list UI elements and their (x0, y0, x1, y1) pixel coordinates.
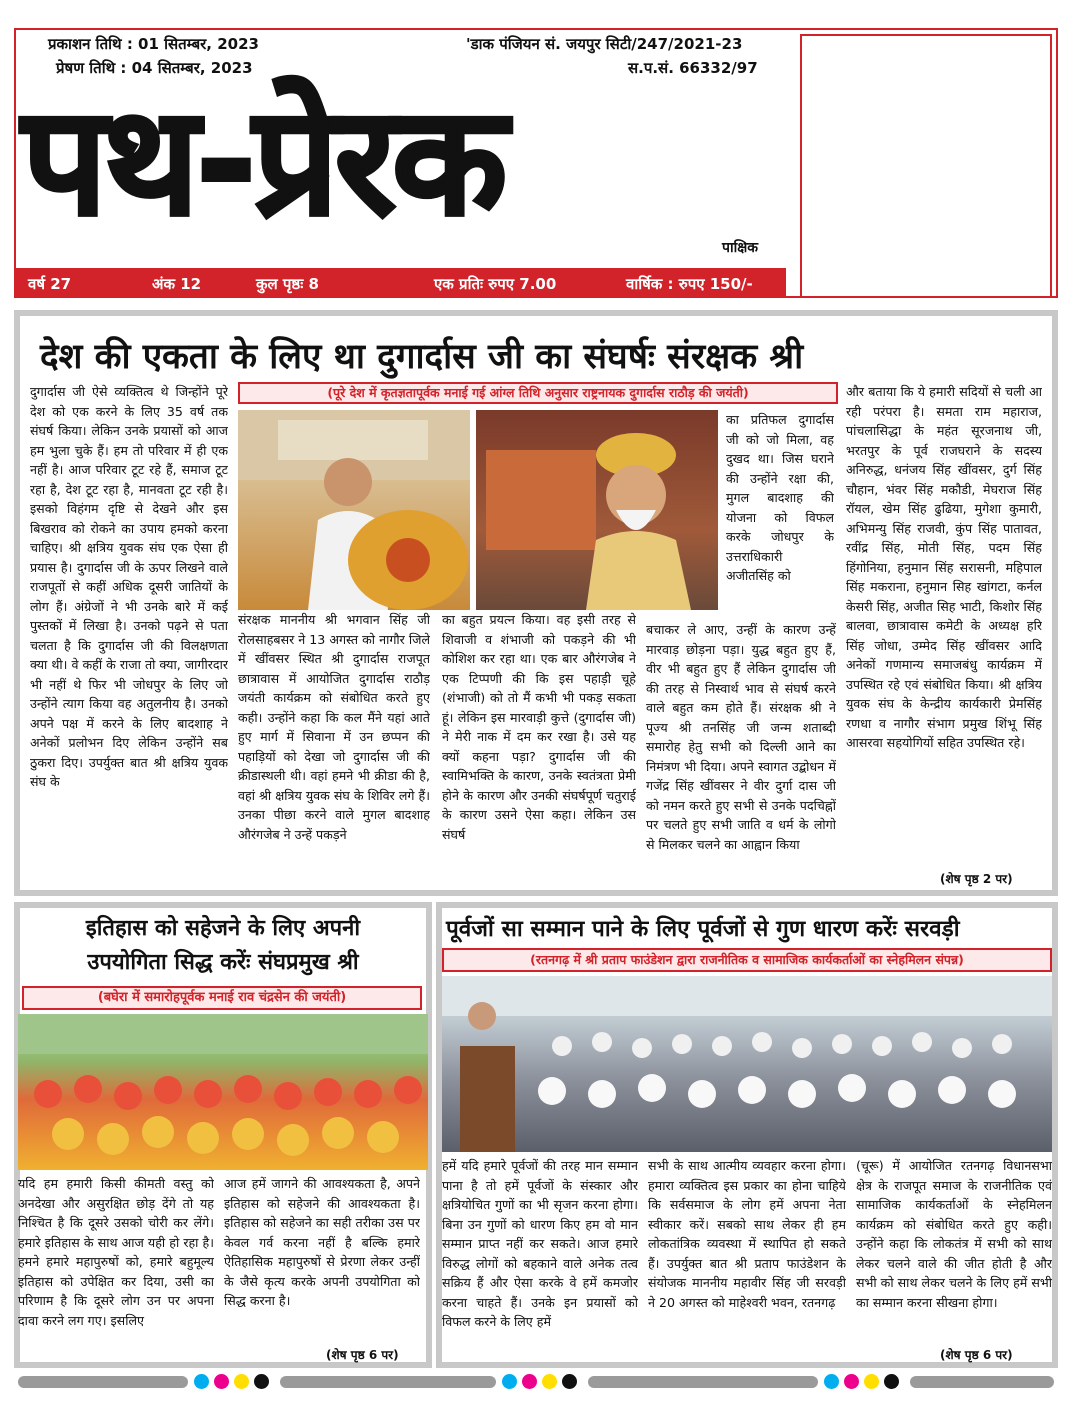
story2-photo-gathering (18, 1014, 428, 1170)
gathering-photo-illustration (18, 1014, 428, 1170)
speaker-photo-illustration (238, 410, 470, 610)
story2-subhead: (बघेरा में समारोहपूर्वक मनाई राव चंद्रसेन की जयंती) (22, 986, 422, 1010)
story3-column-3: (चूरू) में आयोजित रतनगढ़ विधानसभा क्षेत्र के राजपूत समाज के राजनीतिक एवं सामाजिक कार्यकर्ताओं के स्नेहमिलन कार्यक्रम को संबोधित करते हुए कही। उन्होंने कहा कि लोकतंत्र में सभी को साथ लेकर चलने वाले की जीत होती है और सभी को साथ लेकर चलने के लिए हमें सभी का सम्मान करना सीखना होगा। (856, 1158, 1052, 1310)
yellow-dot (542, 1374, 557, 1389)
price-label: एक प्रतिः रुपए 7.00 (434, 275, 557, 293)
black-dot (562, 1374, 577, 1389)
story1-subhead: (पूरे देश में कृतज्ञतापूर्वक मनाई गई आंग्ल तिथि अनुसार राष्ट्रनायक दुगार्दास राठौड़ की जयंती) (238, 382, 838, 404)
issue-info-bar (14, 268, 786, 298)
magenta-dot (844, 1374, 859, 1389)
story3-continued: (शेष पृष्ठ 6 पर) (940, 1348, 1013, 1362)
story3-column-2: सभी के साथ आत्मीय व्यवहार करना होगा। हमारा व्यक्तित्व इस प्रकार का होना चाहिये कि सर्वसमाज के लोग हमें अपना नेता स्वीकार करें। सबको साथ लेकर ही हम लोकतांत्रिक व्यवस्था में स्थापित हो सकते हैं। उपर्युक्त बात श्री प्रताप फाउंडेशन के संयोजक माननीय महावीर सिंह जी सरवड़ी ने 20 अगस्त को माहेश्वरी भवन, रतनगढ़ (648, 1158, 846, 1310)
pages-label: कुल पृष्ठः 8 (256, 275, 319, 293)
color-registration-dots (824, 1374, 899, 1389)
print-strip-bar (280, 1376, 496, 1388)
year-label: वर्ष 27 (28, 275, 72, 293)
story1-column-1: दुगार्दास जी ऐसे व्यक्तित्व थे जिन्होंने पूरे देश को एक करने के लिए 35 वर्ष तक संघर्ष किया। लेकिन उनके प्रयासों को आज हम भुला चुके हैं। हम तो परिवार में ही एक नहीं है। आज परिवार टूट रहे हैं, समाज टूट रहा है, देश टूट रहा है, मानवता टूट रही है। इसको विहंगम दृष्टि से देखने और इस बिखराव को रोकने का उपाय हमको करना चाहिए। श्री क्षत्रिय युवक संघ एक ऐसा ही प्रयास है। दुगार्दास जी के ऊपर लिखने वाले राजपूतों से कहीं अधिक दूसरी जातियों के लोग हैं। अंग्रेजों ने भी उनके बारे में कई पुस्तकों में लिखा है। उनको पढ़ने से पता चलता है कि दुगार्दास जी की विलक्षणता क्या थी। वे कहीं के राजा तो क्या, जागीरदार भी नहीं थे फिर भी जोधपुर के लिए जो उन्होंने त्याग किया वह अतुलनीय है। उनको अपने पक्ष में करने के लिए बादशाह ने अनेकों प्रलोभन दिए लेकिन उन्होंने सब ठुकरा दिए। उपर्युक्त बात श्री क्षत्रिय युवक संघ के (30, 384, 228, 789)
yellow-dot (864, 1374, 879, 1389)
elder-speaker-photo-illustration (476, 410, 718, 610)
story1-photo-speaker (238, 410, 470, 610)
color-registration-dots (194, 1374, 269, 1389)
magenta-dot (522, 1374, 537, 1389)
yellow-dot (234, 1374, 249, 1389)
issue-label: अंक 12 (152, 275, 202, 293)
story3-headline: पूर्वजों सा सम्मान पाने के लिए पूर्वजों से गुण धारण करेंः सरवड़ी (446, 916, 960, 942)
story3-subhead: (रतनगढ़ में श्री प्रताप फाउंडेशन द्वारा राजनीतिक व सामाजिक कार्यकर्ताओं का स्नेहमिलन संपन्न) (442, 948, 1052, 972)
story1-column-2: संरक्षक माननीय श्री भगवान सिंह जी रोलसाहबसर ने 13 अगस्त को नागौर जिले में खींवसर स्थित श्री दुगार्दास राजपूत छात्रावास में आयोजित दुगार्दास राठौड़ जयंती कार्यक्रम को संबोधित करते हुए कही। उन्होंने कहा कि कल मैंने यहां आते हुए मार्ग में सिवाना में उन छप्पन की पहाड़ियों को देखा जो दुगार्दास जी की क्रीडास्थली थी। वहां हमने भी क्रीडा की है, वहां श्री क्षत्रिय युवक संघ के शिविर लगे हैं। उनका पीछा करने वाले मुगल बादशाह औरंगजेब ने उन्हें पकड़ने (238, 612, 430, 842)
print-strip-bar (588, 1376, 818, 1388)
registration-number: स.प.सं. 66332/97 (628, 59, 758, 77)
story2-column-1: यदि हम हमारी किसी कीमती वस्तु को अनदेखा और असुरक्षित छोड़ देंगे तो यह निश्चित है कि दूसरे उसको चोरी कर लेंगे। हमारे इतिहास के साथ आज यही हो रहा है। हमने हमारे महापुरुषों को, हमारे बहुमूल्य इतिहास को उपेक्षित कर दिया, उसी का परिणाम है कि दूसरे लोग उन पर अपना दावा करने लग गए। इसलिए (18, 1176, 214, 1328)
annual-price-label: वार्षिक : रुपए 150/- (626, 275, 753, 293)
story1-continued: (शेष पृष्ठ 2 पर) (940, 872, 1013, 886)
story1-headline: देश की एकता के लिए था दुगार्दास जी का संघर्षः संरक्षक श्री (40, 337, 804, 377)
meeting-photo-illustration (442, 976, 1052, 1152)
story2-headline-line1: इतिहास को सहेजने के लिए अपनी (85, 916, 361, 941)
magenta-dot (214, 1374, 229, 1389)
cyan-dot (824, 1374, 839, 1389)
story2-column-2: आज हमें जागने की आवश्यकता है, अपने इतिहास को सहेजने की आवश्यकता है। इतिहास को सहेजने का सही तरीका उस पर केवल गर्व करना नहीं है बल्कि हमारे ऐतिहासिक महापुरुषों से प्रेरणा लेकर उन्हीं के जैसे कृत्य करके अपनी उपयोगिता को सिद्ध करना है। (224, 1176, 420, 1308)
cyan-dot (502, 1374, 517, 1389)
frequency-label: पाक्षिक (722, 240, 758, 256)
black-dot (884, 1374, 899, 1389)
story1-column-3: का बहुत प्रयत्न किया। वह इसी तरह से शिवाजी व शंभाजी को पकड़ने की भी कोशिश कर रहा था। एक बार औरंगजेब ने एक टिप्पणी की कि इस पहाड़ी चूहे (शंभाजी) को तो मैं कभी भी पकड़ सकता हूं। लेकिन इस मारवाड़ी कुत्ते (दुगार्दास जी) ने मेरी नाक में दम कर रखा है। उसे यह क्यों कहना पड़ा? दुगार्दास जी की स्वामिभक्ति के कारण, उनके स्वतंत्रता प्रेमी होने के कारण और उनकी संघर्षपूर्ण चतुराई के कारण उसने ऐसा कहा। लेकिन उस संघर्ष (442, 612, 636, 842)
story2-headline-line2: उपयोगिता सिद्ध करेंः संघप्रमुख श्री (87, 950, 359, 975)
dispatch-date: प्रेषण तिथि : 04 सितम्बर, 2023 (56, 59, 253, 77)
publish-date: प्रकाशन तिथि : 01 सितम्बर, 2023 (48, 35, 259, 53)
postal-registration: 'डाक पंजियन सं. जयपुर सिटी/247/2021-23 (466, 35, 743, 53)
story1-photo-elder-speaker (476, 410, 718, 610)
black-dot (254, 1374, 269, 1389)
story3-photo-meeting (442, 976, 1052, 1152)
story1-column-5: और बताया कि ये हमारी सदियों से चली आ रही परंपरा है। समता राम महाराज, पांचलासिद्धा के महंत सूरजनाथ जी, भरतपुर के पूर्व राजघराने के सदस्य अनिरुद्ध, धनंजय सिंह खींवसर, दुर्ग सिंह चौहान, भंवर सिंह मकौडी, मेघराज सिंह रॉयल, खेम सिंह ढुढिया, मुगेशा कुमारी, अभिमन्यु सिंह राजवी, कुंप सिंह पातावत, रवींद्र सिंह, मोती सिंह, पदम सिंह हिंगोनिया, हनुमान सिंह सरासनी, महिपाल सिंह मकराना, हनुमान सिह खांगटा, कर्नल केसरी सिंह, अजीत सिह भाटी, किशोर सिंह बालवा, छात्रावास कमेटी के अध्यक्ष हरि सिंह जोधा, उम्मेद सिंह खींवसर आदि अनेकों गणमान्य समाजबंधु कार्यक्रम में उपस्थित रहे एवं संबोधित किया। श्री क्षत्रिय युवक संघ के केन्द्रीय कार्यकारी प्रेमसिंह रणधा व नागौर संभाग प्रमुख शिंभू सिंह आसरवा सहयोगियों सहित उपस्थित रहे। (846, 384, 1042, 750)
story3-column-1: हमें यदि हमारे पूर्वजों की तरह मान सम्मान पाना है तो हमें पूर्वजों के संस्कार और क्षत्रियोचित गुणों का भी सृजन करना होगा। बिना उन गुणों को धारण किए हम वो मान सम्मान प्राप्त नहीं कर सकते। आज हमारे विरुद्ध लोगों को बहकाने वाले अनेक तत्व सक्रिय हैं और ऐसा करके वे हमें कमजोर करना चाहते हैं। उनके इन प्रयासों को विफल करने के लिए हमें (442, 1158, 638, 1329)
story1-column-4-top: का प्रतिफल दुगार्दास जी को जो मिला, वह दुखद था। जिस घराने की उन्होंने रक्षा की, मुगल बादशाह की योजना को विफल करके जोधपुर के उत्तराधिकारी अजीतसिंह को (726, 412, 834, 583)
newspaper-title: पथ-प्रेरक (22, 75, 504, 249)
cyan-dot (194, 1374, 209, 1389)
address-box (800, 34, 1052, 298)
print-strip-bar (910, 1376, 1054, 1388)
story2-continued: (शेष पृष्ठ 6 पर) (326, 1348, 399, 1362)
print-strip-bar (18, 1376, 188, 1388)
color-registration-dots (502, 1374, 577, 1389)
story1-column-4: बचाकर ले आए, उन्हीं के कारण उन्हें मारवाड़ छोड़ना पड़ा। युद्ध बहुत हुए हैं, वीर भी बहुत हुए हैं लेकिन दुगार्दास जी की तरह से निस्वार्थ भाव से संघर्ष करने वाले बहुत कम होते हैं। संरक्षक श्री ने पूज्य श्री तनसिंह जी जन्म शताब्दी समारोह हेतु सभी को दिल्ली आने का निमंत्रण भी दिया। अपने स्वागत उद्बोधन में गजेंद्र सिंह खींवसर ने वीर दुर्गा दास जी को नमन करते हुए सभी से उनके पदचिह्नों पर चलते हुए सभी जाति व धर्म के लोगो से मिलकर चलने का आह्वान किया (646, 622, 836, 852)
